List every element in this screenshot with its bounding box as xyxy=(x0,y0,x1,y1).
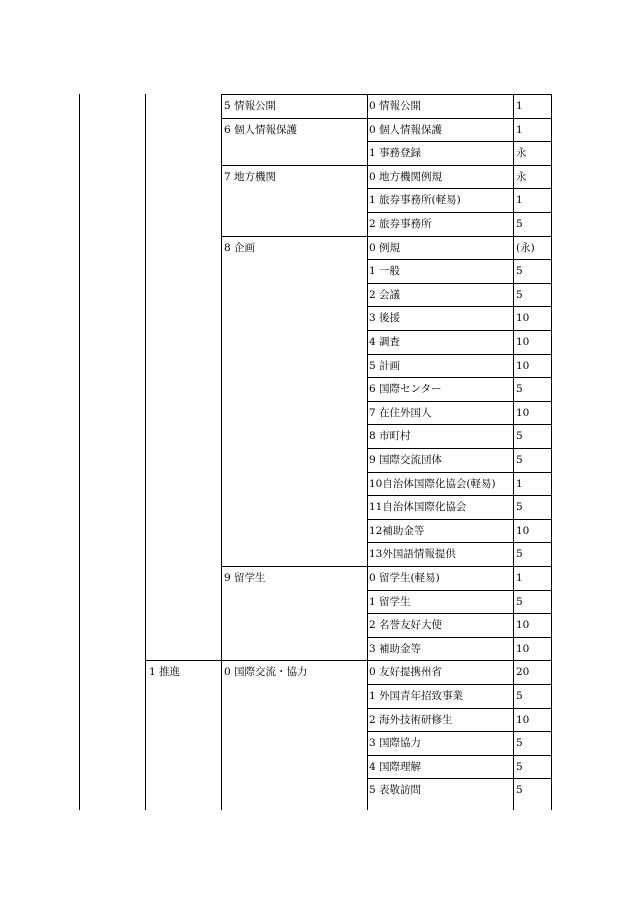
item-name: 1 旅券事務所(軽易) xyxy=(369,194,461,207)
item-divider xyxy=(367,306,552,307)
retention-period: 5 xyxy=(516,737,523,750)
item-divider xyxy=(367,778,552,779)
column-rule-4 xyxy=(367,94,368,810)
item-name: 1 事務登録 xyxy=(369,147,422,160)
retention-period: 5 xyxy=(516,430,523,443)
item-divider xyxy=(367,283,552,284)
column-rule-1 xyxy=(79,94,80,810)
retention-period: 5 xyxy=(516,288,523,301)
item-divider xyxy=(367,542,552,543)
item-name: 3 後援 xyxy=(369,312,401,325)
retention-period: 1 xyxy=(516,477,523,490)
column-rule-6 xyxy=(551,94,552,810)
retention-period: 10 xyxy=(516,713,530,726)
column-rule-3 xyxy=(221,94,222,810)
item-name: 3 国際協力 xyxy=(369,737,422,750)
retention-period: 5 xyxy=(516,595,523,608)
item-name: 3 補助金等 xyxy=(369,642,422,655)
item-name: 7 在住外国人 xyxy=(369,406,432,419)
item-divider xyxy=(367,755,552,756)
item-name: 4 国際理解 xyxy=(369,760,422,773)
group-label: 7 地方機関 xyxy=(224,170,277,183)
retention-period: 1 xyxy=(516,194,523,207)
retention-period: 5 xyxy=(516,784,523,797)
item-name: 5 表敬訪問 xyxy=(369,784,422,797)
group-label: 9 留学生 xyxy=(224,572,266,584)
group-divider xyxy=(221,118,552,119)
item-name: 0 例規 xyxy=(369,241,401,254)
item-divider xyxy=(367,354,552,355)
item-name: 11自治体国際化協会 xyxy=(369,501,467,514)
column-rule-2 xyxy=(145,94,146,810)
retention-period: 5 xyxy=(516,454,523,466)
item-name: 4 調査 xyxy=(369,336,401,348)
table-top-border xyxy=(221,94,552,95)
item-name: 0 個人情報保護 xyxy=(369,123,443,136)
item-divider xyxy=(367,259,552,260)
item-divider xyxy=(367,424,552,425)
item-name: 13外国語情報提供 xyxy=(369,548,456,561)
item-divider xyxy=(367,519,552,520)
item-name: 9 国際交流団体 xyxy=(369,454,443,466)
group-label: 8 企画 xyxy=(224,241,256,254)
item-divider xyxy=(367,377,552,378)
column-rule-5 xyxy=(513,94,514,810)
item-divider xyxy=(367,188,552,189)
item-name: 1 留学生 xyxy=(369,595,411,608)
group-label: 5 情報公開 xyxy=(224,100,277,112)
retention-period: 5 xyxy=(516,501,523,514)
item-divider xyxy=(367,637,552,638)
item-name: 2 会議 xyxy=(369,288,401,301)
retention-period: 10 xyxy=(516,406,530,419)
retention-period: 5 xyxy=(516,548,523,561)
item-divider xyxy=(367,495,552,496)
group-label: 0 国際交流・協力 xyxy=(224,666,308,679)
level2-label: 1 推進 xyxy=(149,666,181,679)
retention-period: (永) xyxy=(516,241,535,254)
item-divider xyxy=(367,708,552,709)
item-divider xyxy=(367,448,552,449)
item-name: 1 外国青年招致事業 xyxy=(369,690,464,702)
retention-period: 10 xyxy=(516,312,530,325)
item-divider xyxy=(367,212,552,213)
item-name: 0 地方機関例規 xyxy=(369,170,443,183)
item-divider xyxy=(367,401,552,402)
item-divider xyxy=(367,330,552,331)
item-name: 0 留学生(軽易) xyxy=(369,572,440,584)
retention-period: 5 xyxy=(516,265,523,278)
item-name: 8 市町村 xyxy=(369,430,411,443)
retention-period: 1 xyxy=(516,123,523,136)
retention-period: 5 xyxy=(516,218,523,230)
item-divider xyxy=(367,141,552,142)
item-name: 0 友好提携州省 xyxy=(369,666,443,679)
retention-period: 1 xyxy=(516,100,523,112)
item-name: 12補助金等 xyxy=(369,524,425,537)
item-name: 5 計画 xyxy=(369,359,401,372)
retention-period: 10 xyxy=(516,642,530,655)
retention-period: 5 xyxy=(516,383,523,396)
group-label: 6 個人情報保護 xyxy=(224,123,298,136)
item-name: 10自治体国際化協会(軽易) xyxy=(369,477,496,490)
retention-period: 20 xyxy=(516,666,530,679)
retention-period: 10 xyxy=(516,619,530,632)
section-divider xyxy=(145,660,552,661)
item-name: 0 情報公開 xyxy=(369,100,422,112)
retention-period: 5 xyxy=(516,690,523,702)
item-name: 1 一般 xyxy=(369,265,401,278)
item-divider xyxy=(367,613,552,614)
retention-period: 1 xyxy=(516,572,523,584)
retention-period: 10 xyxy=(516,359,530,372)
item-divider xyxy=(367,684,552,685)
item-divider xyxy=(367,731,552,732)
item-name: 2 海外技術研修生 xyxy=(369,713,453,726)
retention-period: 永 xyxy=(516,170,527,183)
group-divider xyxy=(221,566,552,567)
item-name: 2 旅券事務所 xyxy=(369,218,432,230)
retention-period: 5 xyxy=(516,760,523,773)
group-divider xyxy=(221,236,552,237)
item-name: 6 国際センター xyxy=(369,383,442,396)
group-divider xyxy=(221,165,552,166)
item-name: 2 名誉友好大使 xyxy=(369,619,443,632)
item-divider xyxy=(367,472,552,473)
retention-period: 永 xyxy=(516,147,527,160)
retention-period: 10 xyxy=(516,336,530,348)
item-divider xyxy=(367,590,552,591)
retention-period: 10 xyxy=(516,524,530,537)
